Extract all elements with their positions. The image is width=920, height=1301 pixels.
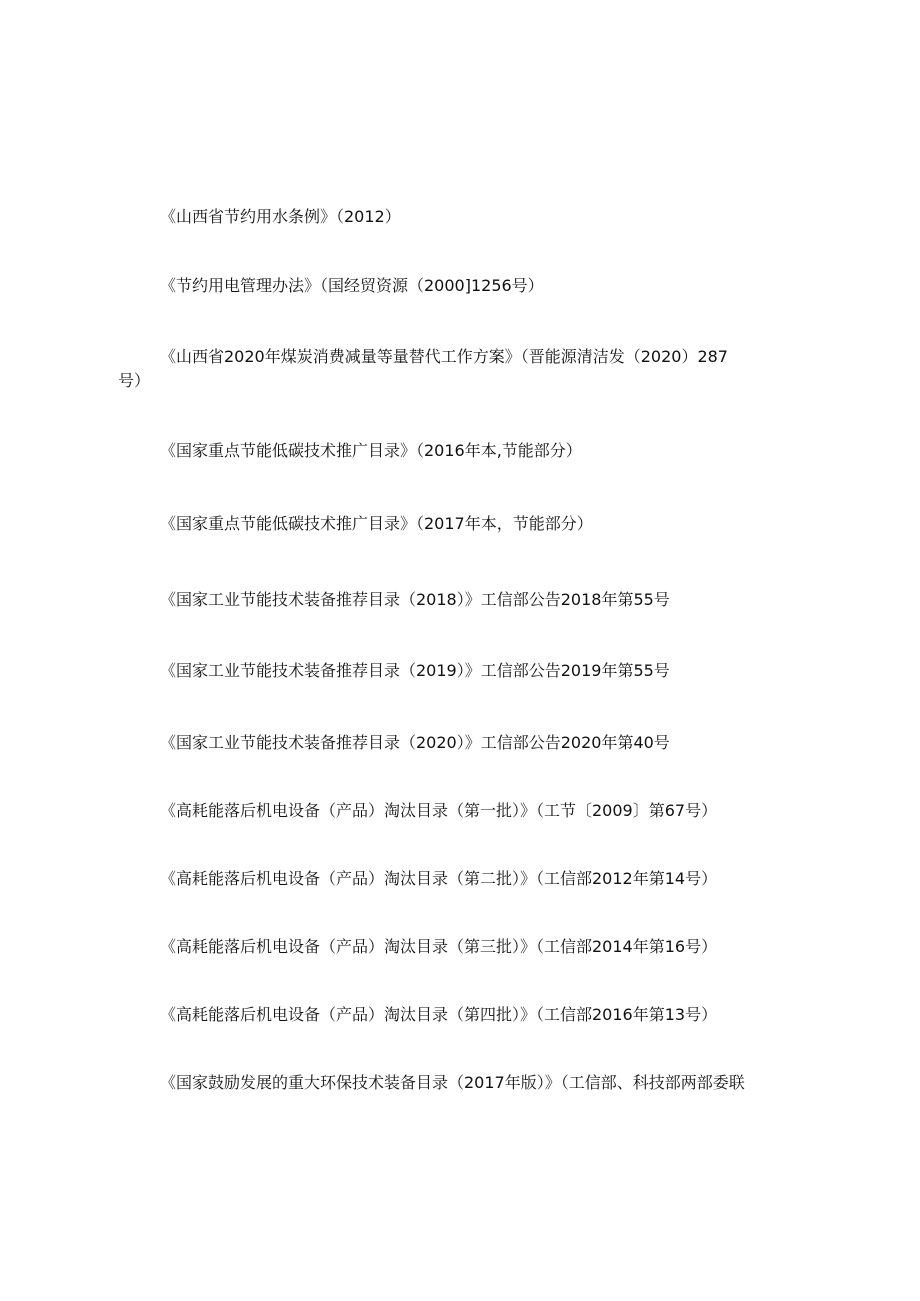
regulation-item-13 <box>118 1071 808 1095</box>
regulation-item-12 <box>118 1003 808 1027</box>
regulation-text: 《国家工业节能技术装备推荐目录（2018）》工信部公告2018年第55号 <box>160 590 670 609</box>
regulation-item-11 <box>118 935 808 959</box>
regulation-text: 《高耗能落后机电设备（产品）淘汰目录（第一批）》（工节〔2009〕第67号） <box>160 801 718 820</box>
regulation-item-10 <box>118 867 808 891</box>
regulation-text: 《节约用电管理办法》（国经贸资源（2000]1256号） <box>160 276 544 295</box>
regulation-item-4 <box>118 439 808 463</box>
regulation-text: 《高耗能落后机电设备（产品）淘汰目录（第二批）》（工信部2012年第14号） <box>160 869 718 888</box>
regulation-text: 《山西省2020年煤炭消费减量等量替代工作方案》（晋能源清洁发（2020）287 <box>160 347 728 366</box>
regulation-item-9 <box>118 799 808 823</box>
regulation-text: 《国家工业节能技术装备推荐目录（2020）》工信部公告2020年第40号 <box>160 733 670 752</box>
regulation-text: 《国家鼓励发展的重大环保技术装备目录（2017年版）》（工信部、科技部两部委联 <box>160 1073 745 1092</box>
regulation-text: 《高耗能落后机电设备（产品）淘汰目录（第四批）》（工信部2016年第13号） <box>160 1005 718 1024</box>
regulation-item-1 <box>118 205 808 229</box>
regulation-item-8 <box>118 731 808 755</box>
regulation-text-continuation: 号） <box>118 371 151 390</box>
regulation-text: 《国家重点节能低碳技术推广目录》（2017年本，节能部分） <box>160 514 593 533</box>
regulation-item-2 <box>118 274 808 298</box>
regulation-text: 《山西省节约用水条例》（2012） <box>160 207 401 226</box>
regulation-item-6 <box>118 588 808 612</box>
regulation-text: 《国家重点节能低碳技术推广目录》（2016年本,节能部分） <box>160 441 582 460</box>
regulation-item-7 <box>118 659 808 683</box>
regulation-text: 《高耗能落后机电设备（产品）淘汰目录（第三批）》（工信部2014年第16号） <box>160 937 718 956</box>
regulation-text: 《国家工业节能技术装备推荐目录（2019）》工信部公告2019年第55号 <box>160 661 670 680</box>
regulation-item-3 <box>118 345 808 393</box>
regulation-item-5 <box>118 512 808 536</box>
